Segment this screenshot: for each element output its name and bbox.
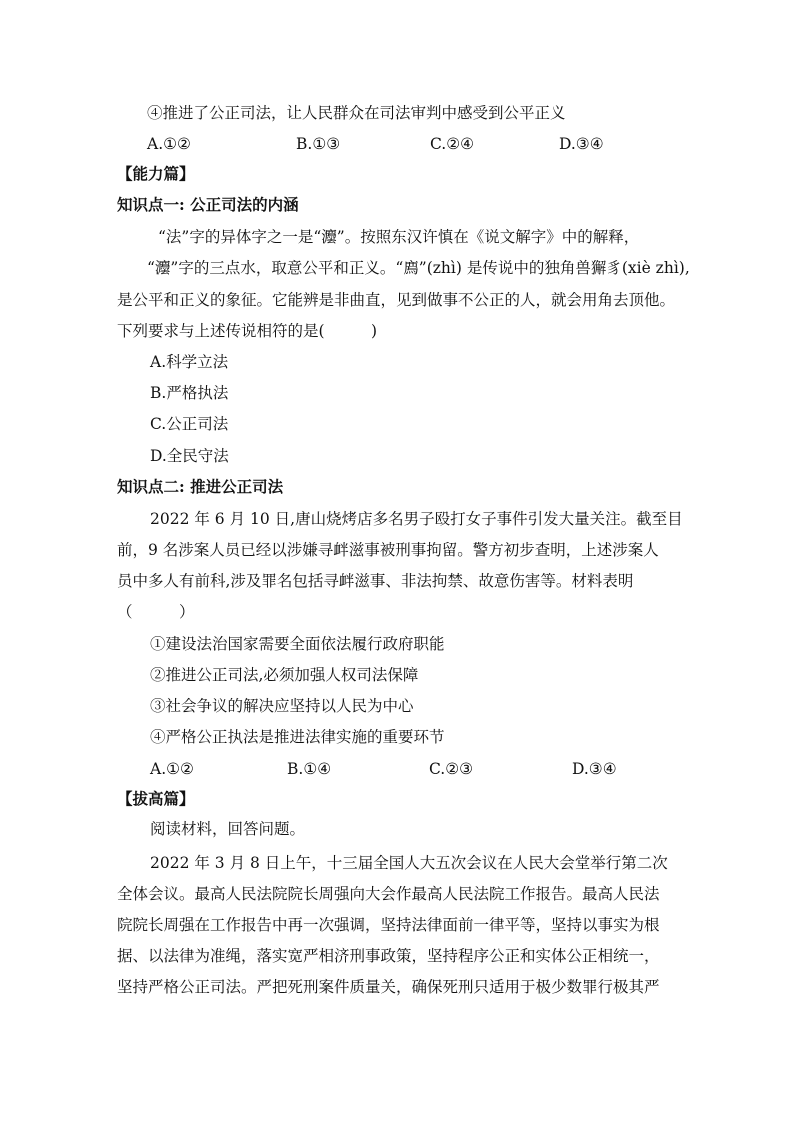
- option-a: A.①②: [147, 135, 191, 153]
- section-heading-ability: 【能力篇】: [117, 164, 195, 183]
- question-item-4: ④推进了公正司法，让人民群众在司法审判中感受到公平正义: [147, 104, 566, 122]
- option-d: D.全民守法: [150, 447, 229, 465]
- statement-item-3: ③社会争议的解决应坚持以人民为中心: [150, 697, 414, 715]
- paragraph-line: “法”字的异体字之一是“灋”。按照东汉许慎在《说文解字》中的解释，: [158, 228, 640, 246]
- section-heading-advanced: 【拔高篇】: [117, 789, 195, 808]
- paragraph-line: 员中多人有前科,涉及罪名包括寻衅滋事、非法拘禁、故意伤害等。材料表明: [117, 572, 634, 590]
- knowledge-point-2-title: 知识点二: 推进公正司法: [117, 477, 284, 496]
- option-a: A.科学立法: [150, 353, 229, 371]
- instruction-text: 阅读材料，回答问题。: [150, 820, 306, 838]
- paragraph-line: 全体会议。最高人民法院院长周强向大会作最高人民法院工作报告。最高人民法: [117, 885, 660, 903]
- option-b: B.①④: [287, 760, 332, 778]
- option-d: D.③④: [572, 760, 617, 778]
- paragraph-line: 2022 年 3 月 8 日上午，十三届全国人大五次会议在人民大会堂举行第二次: [150, 854, 668, 872]
- paragraph-line: 坚持严格公正司法。严把死刑案件质量关，确保死刑只适用于极少数罪行极其严: [117, 978, 660, 996]
- option-b: B.①③: [296, 135, 341, 153]
- paragraph-line: 据、以法律为准绳，落实宽严相济刑事政策，坚持程序公正和实体公正相统一，: [117, 947, 660, 965]
- option-b: B.严格执法: [150, 384, 229, 402]
- paragraph-line: 院院长周强在工作报告中再一次强调，坚持法律面前一律平等，坚持以事实为根: [117, 916, 660, 934]
- paragraph-line: 2022 年 6 月 10 日,唐山烧烤店多名男子殴打女子事件引发大量关注。截至目: [150, 510, 683, 528]
- option-d: D.③④: [559, 135, 604, 153]
- option-c: C.公正司法: [150, 415, 229, 433]
- option-c: C.②④: [430, 135, 475, 153]
- paragraph-line: 下列要求与上述传说相符的是( ): [117, 322, 378, 340]
- option-c: C.②③: [429, 760, 474, 778]
- paragraph-line: 是公平和正义的象征。它能辨是非曲直，见到做事不公正的人，就会用角去顶他。: [117, 291, 676, 309]
- option-a: A.①②: [150, 760, 194, 778]
- statement-item-2: ②推进公正司法,必须加强人权司法保障: [150, 666, 419, 684]
- paragraph-line: 前，9 名涉案人员已经以涉嫌寻衅滋事被刑事拘留。警方初步查明，上述涉案人: [117, 541, 659, 559]
- knowledge-point-1-title: 知识点一: 公正司法的内涵: [117, 195, 299, 214]
- paragraph-line: “灋”字的三点水，取意公平和正义。“廌”(zhì) 是传说中的独角兽獬豸(xiè zhì),: [147, 259, 690, 277]
- statement-item-1: ①建设法治国家需要全面依法履行政府职能: [150, 635, 445, 653]
- paragraph-line: （ ）: [117, 603, 195, 621]
- statement-item-4: ④严格公正执法是推进法律实施的重要环节: [150, 728, 445, 746]
